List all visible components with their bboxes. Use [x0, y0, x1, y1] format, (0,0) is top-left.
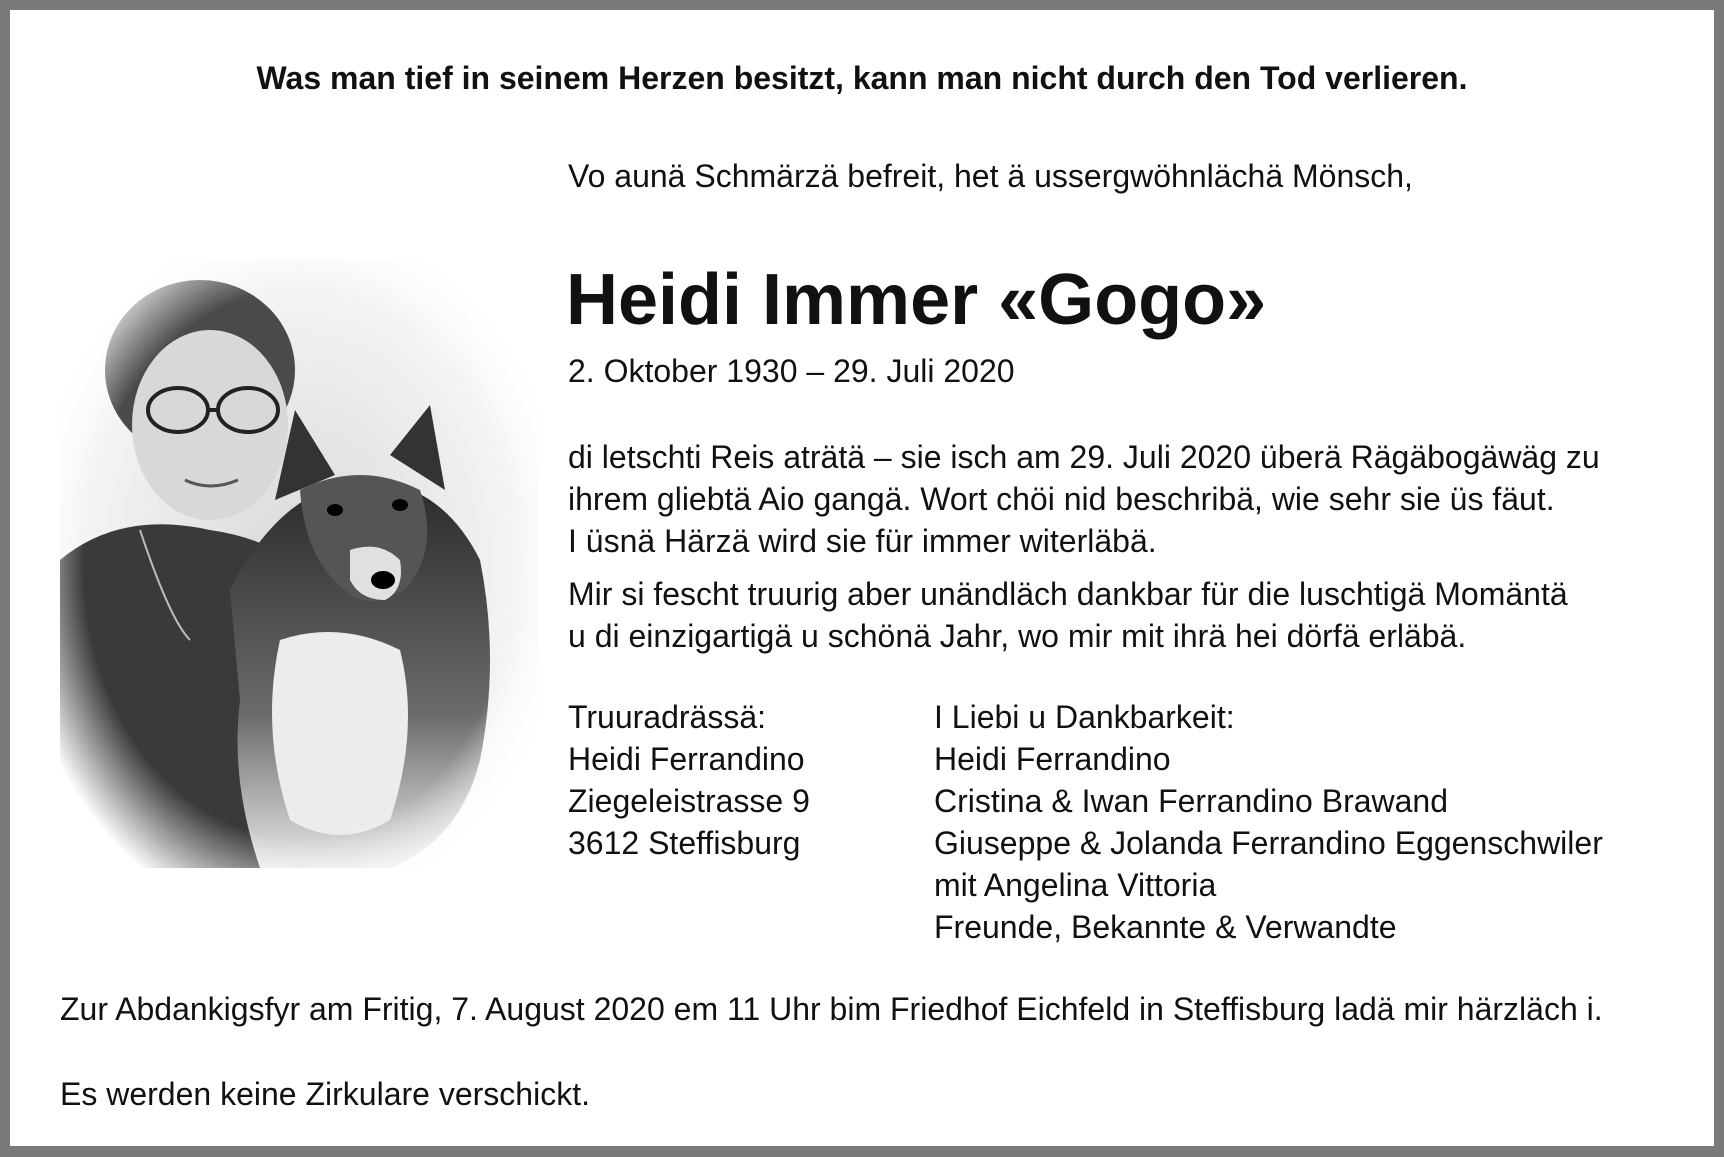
- paragraph-line: I üsnä Härzä wird sie für immer witerläbä.: [568, 523, 1157, 559]
- obituary-card: [10, 10, 1714, 1146]
- deceased-name: Heidi Immer «Gogo»: [566, 260, 1267, 340]
- paragraph-line: di letschti Reis aträtä – sie isch am 29. Juli 2020 überä Rägäbogäwäg zu: [568, 439, 1600, 475]
- mourner-line: Heidi Ferrandino: [934, 741, 1171, 777]
- address-heading: Truuradrässä:: [568, 699, 766, 735]
- address-line: Ziegeleistrasse 9: [568, 783, 810, 819]
- mourner-line: Giuseppe & Jolanda Ferrandino Eggenschwiler: [934, 825, 1603, 861]
- mourners-list: [934, 696, 1603, 948]
- mourner-line: mit Angelina Vittoria: [934, 867, 1217, 903]
- mourning-address: [568, 696, 810, 864]
- circular-notice: Es werden keine Zirkulare verschickt.: [60, 1076, 590, 1112]
- intro-text: Vo aunä Schmärzä befreit, het ä ussergwöhnlächä Mönsch,: [568, 158, 1413, 194]
- paragraph-line: ihrem gliebtä Aio gangä. Wort chöi nid beschribä, wie sehr sie üs fäut.: [568, 481, 1555, 517]
- farewell-paragraph: [568, 436, 1600, 562]
- woman-with-dog-photo-icon: [60, 260, 538, 868]
- address-line: 3612 Steffisburg: [568, 825, 801, 861]
- mourners-heading: I Liebi u Dankbarkeit:: [934, 699, 1235, 735]
- life-dates: 2. Oktober 1930 – 29. Juli 2020: [568, 353, 1015, 389]
- paragraph-line: Mir si fescht truurig aber unändläch dankbar für die luschtigä Momäntä: [568, 576, 1568, 612]
- motto-quote: Was man tief in seinem Herzen besitzt, kann man nicht durch den Tod verlieren.: [256, 60, 1468, 96]
- mourner-line: Freunde, Bekannte & Verwandte: [934, 909, 1397, 945]
- mourner-line: Cristina & Iwan Ferrandino Brawand: [934, 783, 1449, 819]
- address-line: Heidi Ferrandino: [568, 741, 805, 777]
- paragraph-line: u di einzigartigä u schönä Jahr, wo mir mit ihrä hei dörfä erläbä.: [568, 618, 1467, 654]
- portrait-photo: [60, 260, 538, 868]
- gratitude-paragraph: [568, 573, 1568, 657]
- ceremony-info: Zur Abdankigsfyr am Fritig, 7. August 2020 em 11 Uhr bim Friedhof Eichfeld in Steffisburg ladä mir härzläch i.: [60, 991, 1603, 1027]
